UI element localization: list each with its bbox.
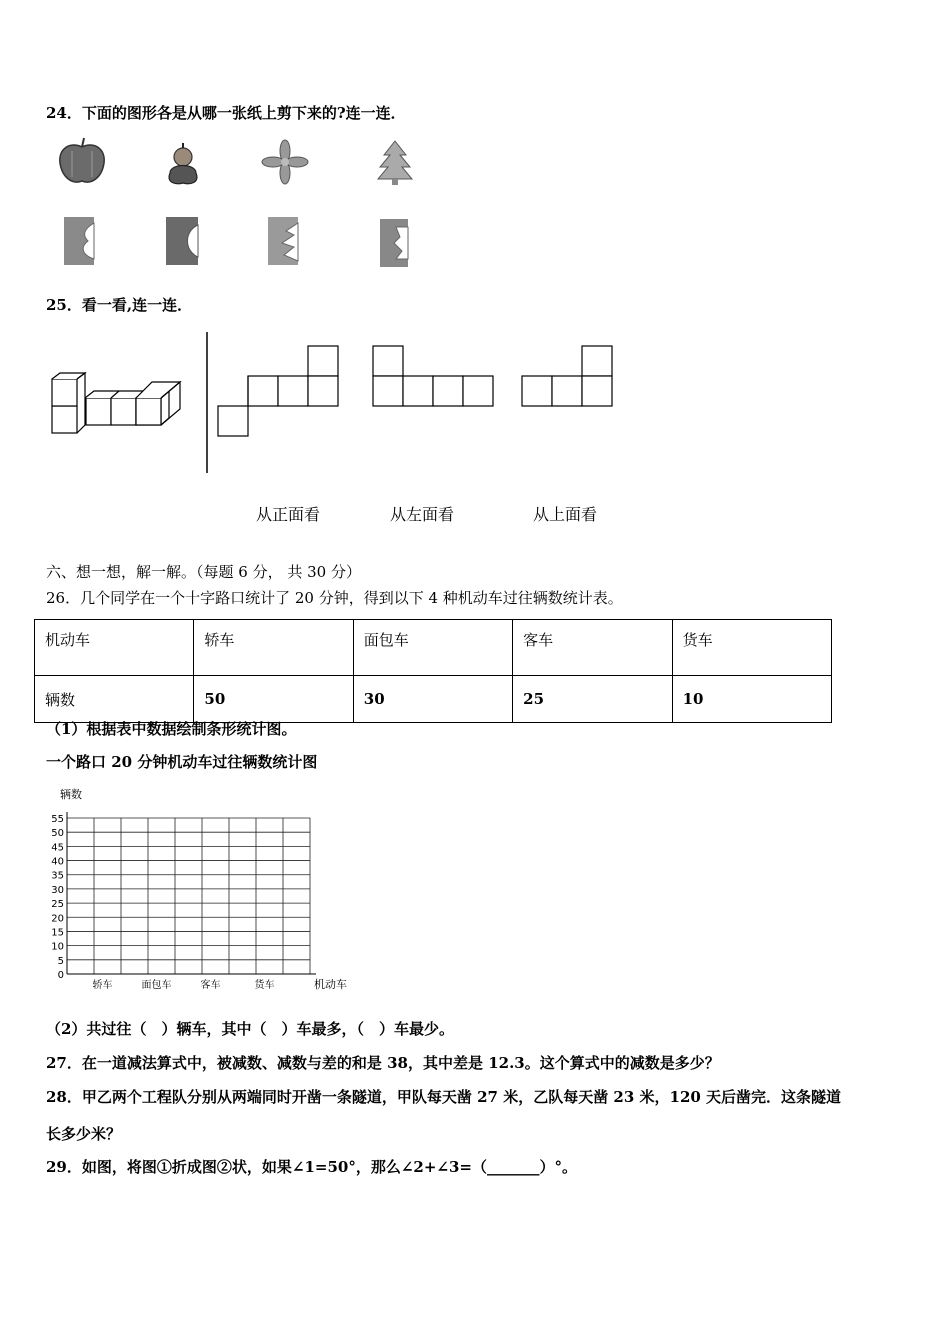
q26-part2: （2）共过往（ ）辆车，其中（ ）车最多，（ ）车最少。 [46, 1020, 454, 1038]
chart-title: 一个路口 20 分钟机动车过往辆数统计图 [46, 753, 318, 771]
q25-views-figure [40, 330, 640, 480]
table-header-row [35, 620, 832, 676]
x-category-label: 客车 [200, 980, 221, 991]
x-category-label: 货车 [254, 980, 275, 991]
view-label-front: 从正面看 [256, 505, 321, 524]
tree-icon [378, 141, 412, 185]
q27-text: 27．在一道减法算式中，被减数、减数与差的和是 38，其中差是 12.3。这个算式中的减数是多少？ [46, 1054, 720, 1072]
table-cell: 25 [513, 676, 672, 723]
folded-paper-3 [268, 217, 298, 265]
table-cell: 面包车 [353, 620, 512, 676]
section6-heading: 六、想一想，解一解。（每题 6 分， 共 30 分） [46, 563, 361, 581]
chart-xlabel: 机动车 [314, 978, 347, 991]
q26-part1: （1）根据表中数据绘制条形统计图。 [46, 720, 297, 738]
table-cell: 轿车 [194, 620, 353, 676]
q24-text: 24．下面的图形各是从哪一张纸上剪下来的?连一连． [46, 104, 406, 122]
y-tick-label: 30 [51, 884, 64, 896]
table-cell: 30 [353, 676, 512, 723]
flower-icon [262, 140, 308, 184]
y-tick-label: 5 [57, 955, 64, 967]
y-tick-label: 20 [51, 913, 64, 925]
y-tick-label: 40 [51, 856, 64, 868]
q25-text: 25．看一看,连一连． [46, 296, 193, 314]
cube-stack [52, 373, 180, 433]
x-category-label: 轿车 [92, 980, 113, 991]
y-tick-label: 0 [57, 970, 64, 981]
q28-line2: 长多少米？ [46, 1125, 122, 1143]
q24-shapes-figure [50, 135, 440, 280]
table-row [35, 676, 832, 723]
vehicle-count-table [34, 619, 832, 723]
view-shape-2 [373, 346, 493, 406]
view-label-left: 从左面看 [390, 505, 455, 524]
table-cell: 50 [194, 676, 353, 723]
view-shape-3 [522, 346, 612, 406]
y-tick-label: 25 [51, 899, 64, 911]
folded-paper-2 [166, 217, 198, 265]
folded-paper-1 [64, 217, 94, 265]
table-cell: 机动车 [35, 620, 194, 676]
folded-paper-4 [380, 219, 408, 267]
gourd-icon [169, 143, 197, 184]
view-label-top: 从上面看 [533, 505, 598, 524]
view-shape-1 [218, 346, 338, 436]
y-tick-label: 50 [51, 828, 64, 840]
chart-ylabel: 辆数 [60, 788, 82, 801]
q29-text: 29．如图，将图①折成图②状，如果∠1=50°，那么∠2+∠3=（_______）°。 [46, 1158, 577, 1176]
q28-line1: 28．甲乙两个工程队分别从两端同时开凿一条隧道，甲队每天凿 27 米，乙队每天凿 23 米，120 天后凿完．这条隧道 [46, 1088, 842, 1106]
y-tick-label: 45 [51, 842, 64, 854]
y-tick-label: 15 [51, 927, 64, 939]
x-category-label: 面包车 [141, 980, 172, 991]
y-tick-label: 55 [51, 814, 64, 825]
table-cell: 货车 [672, 620, 831, 676]
table-cell: 10 [672, 676, 831, 723]
bar-chart-grid [46, 782, 366, 997]
y-tick-label: 10 [51, 941, 64, 953]
q26-text: 26．几个同学在一个十字路口统计了 20 分钟，得到以下 4 种机动车过往辆数统计表。 [46, 589, 623, 607]
apple-icon [60, 138, 104, 182]
table-cell: 辆数 [35, 676, 194, 723]
table-cell: 客车 [513, 620, 672, 676]
y-tick-label: 35 [51, 870, 64, 882]
